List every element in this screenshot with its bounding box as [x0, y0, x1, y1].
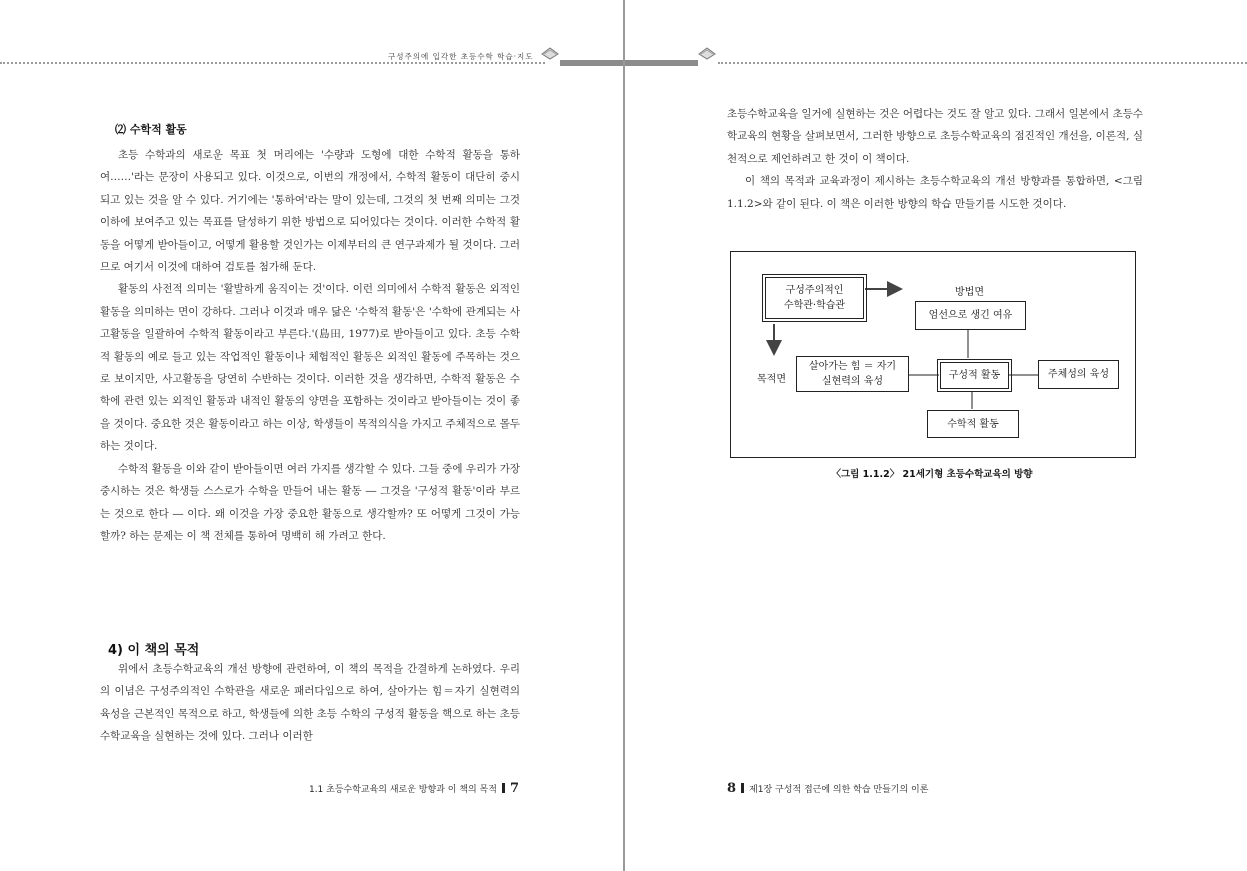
figure-diagram	[730, 251, 1136, 458]
left-footer	[309, 781, 519, 796]
box-constructive-activity	[940, 362, 1009, 389]
paragraph: 활동의 사전적 의미는 '활발하게 움직이는 것'이다. 이런 의미에서 수학적 활동은 외적인 활동을 의미하는 면이 강하다. 그러나 이것과 매우 닮은 '수학적 활동'은 '수학에 관계되는 사고활동을 일괄하여 수학적 활동이라고 부른다.'(島田, 1977)로 받아들이고 있다. 초등 수학적 활동의 예로 들고 있는 작업적인 활동이나 체험적인 활동은 외적인 활동에 주목하는 것으로 보이지만, 사고활동을 당연히 수반하는 것이다. 이러한 것을 생각하면, 수학적 활동은 수학에 관련 있는 외적인 활동과 내적인 활동의 양면을 포함하는 것이라고 받아들이는 것이 좋을 것이다. 중요한 것은 활동이라고 하는 이상, 학생들이 목적의식을 가지고 주체적으로 몰두하는 것이다.	[100, 283, 520, 453]
left-header-bar	[560, 60, 623, 66]
footer-separator	[502, 783, 505, 793]
paragraph: 수학적 활동을 이와 같이 받아들이면 여러 가지를 생각할 수 있다. 그들 중에 우리가 가장 중시하는 것은 학생들 스스로가 수학을 만들어 내는 활동 ― 그것을 '구성적 활동'이라 부르는 것으로 한다 ― 이다. 왜 이것을 가장 중요한 활동으로 생각할까? 또 어떻게 그것이 가능할까? 하는 문제는 이 책 전체를 통하여 명백히 해 가려고 한다.	[100, 462, 520, 542]
section-heading: 4) 이 책의 목적	[108, 643, 200, 658]
left-body-1	[100, 144, 520, 547]
left-body-2	[100, 658, 520, 748]
paragraph: 초등 수학과의 새로운 목표 첫 머리에는 '수량과 도형에 대한 수학적 활동을 통하여……'라는 문장이 사용되고 있다. 이것으로, 이번의 개정에서, 수학적 활동이 대단히 중시되고 있는 것을 알 수 있다. 거기에는 '통하여'라는 말이 있는데, 그것의 첫 번째 의미는 그것 이하에 보여주고 있는 목표를 달성하기 위한 방법으로 되어있다는 것이다. 이러한 수학적 활동을 어떻게 받아들이고, 어떻게 활용할 것인가는 이제부터의 큰 연구과제가 될 것이다. 그러므로 여기서 이것에 대하여 검토를 첨가해 둔다.	[100, 149, 520, 274]
box-label: 엄선으로 생긴 여유	[928, 310, 1013, 321]
subheading: ⑵ 수학적 활동	[115, 123, 187, 136]
box-leeway	[915, 301, 1026, 330]
book-icon	[541, 46, 559, 60]
right-footer	[727, 781, 928, 796]
page-number: 8	[727, 781, 737, 796]
right-header-bar	[625, 60, 698, 66]
box-autonomy	[1038, 360, 1119, 389]
book-icon	[698, 46, 716, 60]
box-living-power	[796, 356, 909, 392]
box-math-activity	[927, 410, 1019, 438]
box-label: 살아가는 힘 ＝ 자기 실현력의 육성	[808, 361, 897, 387]
page-number: 7	[509, 781, 519, 796]
box-label: 구성적 활동	[948, 370, 1001, 381]
figure-caption: 〈그림 1.1.2〉 21세기형 초등수학교육의 방향	[831, 469, 1033, 480]
paragraph: 초등수학교육을 일거에 실현하는 것은 어렵다는 것도 잘 알고 있다. 그래서 일본에서 초등수학교육의 현황을 살펴보면서, 그러한 방향으로 초등수학교육의 점진적인 개선을, 이론적, 실천적으로 제언하려고 한 것이 이 책이다.	[727, 108, 1143, 165]
paragraph: 위에서 초등수학교육의 개선 방향에 관련하여, 이 책의 목적을 간결하게 논하였다. 우리의 이념은 구성주의적인 수학관을 새로운 패러다임으로 하여, 살아가는 힘＝자기 실현력의 육성을 근본적인 목적으로 하고, 학생들에 의한 초등 수학의 구성적 활동을 핵으로 하는 초등수학교육을 실현하는 것에 있다. 그러나 이러한	[100, 663, 520, 743]
right-header-rule	[718, 62, 1247, 64]
left-header-rule	[0, 62, 545, 64]
box-constructivist-view	[765, 277, 864, 319]
box-label: 수학적 활동	[947, 418, 999, 430]
box-label: 주체성의 육성	[1047, 369, 1110, 380]
label-goal: 목적면	[757, 374, 786, 385]
label-method: 방법면	[955, 287, 984, 298]
footer-text: 제1장 구성적 접근에 의한 학습 만들기의 이론	[749, 785, 929, 795]
footer-text: 1.1 초등수학교육의 새로운 방향과 이 책의 목적	[308, 785, 497, 795]
right-body	[727, 103, 1143, 215]
running-header: 구성주의에 입각한 초등수학 학습·지도	[388, 52, 534, 61]
page-spine	[623, 0, 625, 871]
paragraph: 이 책의 목적과 교육과정이 제시하는 초등수학교육의 개선 방향과를 통합하면, <그림 1.1.2>와 같이 된다. 이 책은 이러한 방향의 학습 만들기를 시도한 것이다.	[727, 175, 1143, 210]
footer-separator	[741, 783, 744, 793]
box-label: 구성주의적인 수학관·학습관	[783, 285, 846, 311]
